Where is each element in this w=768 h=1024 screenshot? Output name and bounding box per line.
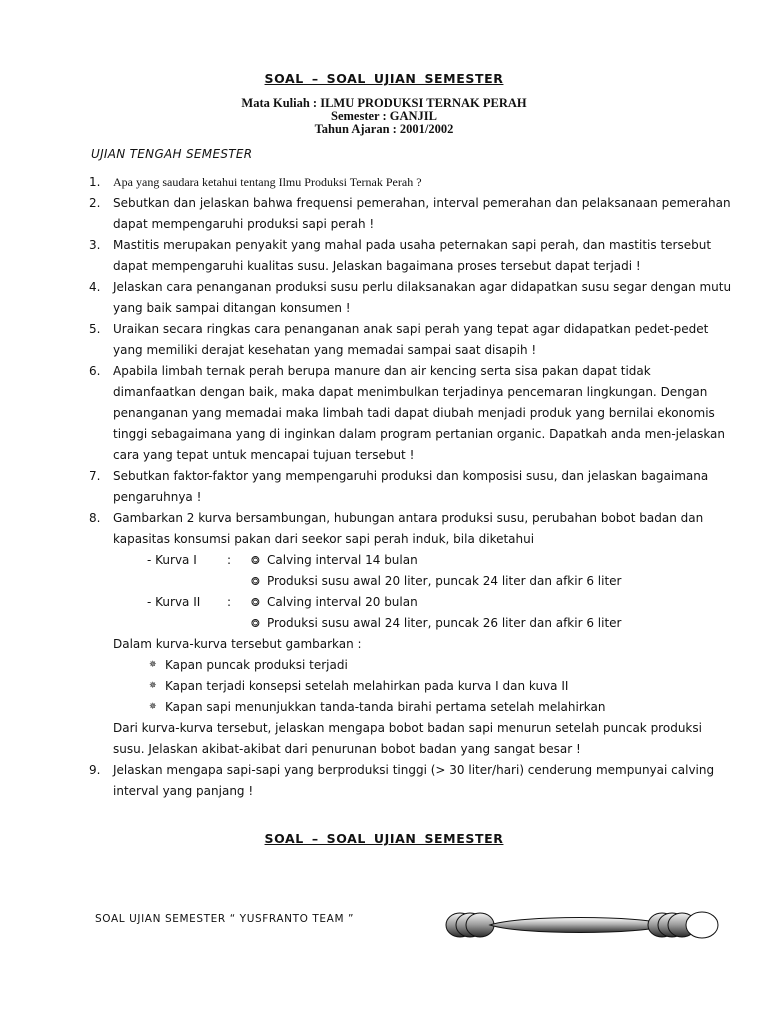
- question-1: [89, 172, 729, 193]
- bottom-title: SOAL – SOAL UJIAN SEMESTER: [264, 831, 504, 846]
- question-text: interval yang panjang !: [113, 784, 254, 798]
- curve-1-row-1: [113, 550, 729, 571]
- curve-item: Calving interval 14 bulan: [267, 553, 418, 567]
- closing-text: susu. Jelaskan akibat-akibat dari penurunan bobot badan yang sangat besar !: [113, 742, 581, 756]
- curve-item: Produksi susu awal 24 liter, puncak 26 liter dan afkir 6 liter: [267, 616, 622, 630]
- question-number: 7.: [89, 469, 101, 483]
- question-number: 1.: [89, 175, 101, 189]
- course-name: Mata Kuliah : ILMU PRODUKSI TERNAK PERAH: [241, 96, 527, 110]
- star-bullet-icon: ✵: [149, 681, 157, 691]
- question-text: Sebutkan faktor-faktor yang mempengaruhi produksi dan komposisi susu, dan jelaskan bagaimana: [113, 469, 709, 483]
- bullet-icon: ⭗: [251, 617, 260, 630]
- semester: Semester : GANJIL: [331, 109, 437, 123]
- curve-colon: :: [227, 595, 232, 609]
- curve-item: Produksi susu awal 20 liter, puncak 24 liter dan afkir 6 liter: [267, 574, 622, 588]
- draw-item: [113, 676, 729, 697]
- academic-year: Tahun Ajaran : 2001/2002: [314, 122, 454, 136]
- curve-label: - Kurva I: [147, 553, 197, 567]
- footer-text: SOAL UJIAN SEMESTER “ YUSFRANTO TEAM ”: [95, 913, 355, 925]
- draw-item: [113, 655, 729, 676]
- footer-ornament-graphic: [440, 908, 725, 942]
- question-text: pengaruhnya !: [113, 490, 202, 504]
- question-text: Jelaskan cara penanganan produksi susu perlu dilaksanakan agar didapatkan susu segar dengan mutu: [113, 280, 732, 294]
- question-text: Gambarkan 2 kurva bersambungan, hubungan antara produksi susu, perubahan bobot badan dan: [113, 511, 704, 525]
- question-text: dapat mempengaruhi kualitas susu. Jelaskan bagaimana proses tersebut dapat terjadi !: [113, 259, 641, 273]
- star-bullet-icon: ✵: [149, 660, 157, 670]
- page-title: SOAL – SOAL UJIAN SEMESTER: [264, 71, 504, 86]
- question-text: Mastitis merupakan penyakit yang mahal pada usaha peternakan sapi perah, dan mastitis tersebut: [113, 238, 712, 252]
- question-number: 4.: [89, 280, 101, 294]
- curve-label: - Kurva II: [147, 595, 201, 609]
- question-number: 9.: [89, 763, 101, 777]
- question-2: [89, 193, 729, 235]
- section-heading: UJIAN TENGAH SEMESTER: [91, 147, 253, 161]
- star-bullet-icon: ✵: [149, 702, 157, 712]
- question-text: penanganan yang memadai maka limbah tadi dapat diubah menjadi produk yang bernilai ekonomis: [113, 406, 715, 420]
- draw-item-text: Kapan sapi menunjukkan tanda-tanda birahi pertama setelah melahirkan: [165, 700, 606, 714]
- bullet-icon: ⭗: [251, 575, 260, 588]
- disc-shape: [686, 912, 718, 938]
- question-8: [89, 508, 729, 760]
- question-number: 3.: [89, 238, 101, 252]
- curve-colon: :: [227, 553, 232, 567]
- question-number: 5.: [89, 322, 101, 336]
- question-number: 8.: [89, 511, 101, 525]
- draw-item: [113, 697, 729, 718]
- curve-item: Calving interval 20 bulan: [267, 595, 418, 609]
- closing-text: Dari kurva-kurva tersebut, jelaskan mengapa bobot badan sapi menurun setelah puncak produksi: [113, 721, 702, 735]
- question-text: Uraikan secara ringkas cara penanganan anak sapi perah yang tepat agar didapatkan pedet-pedet: [113, 322, 709, 336]
- question-9: [89, 760, 729, 802]
- question-3: [89, 235, 729, 277]
- question-text: tinggi sebagaimana yang di inginkan dalam program pertanian organic. Dapatkah anda men-jelaskan: [113, 427, 726, 441]
- question-text: yang memiliki derajat kesehatan yang memadai sampai saat disapih !: [113, 343, 537, 357]
- question-text: cara yang tepat untuk mencapai tujuan tersebut !: [113, 448, 415, 462]
- draw-intro: Dalam kurva-kurva tersebut gambarkan :: [113, 637, 362, 651]
- bullet-icon: ⭗: [251, 554, 260, 567]
- question-text: yang baik sampai ditangan konsumen !: [113, 301, 351, 315]
- question-text: dimanfaatkan dengan baik, maka dapat menimbulkan terjadinya pencemaran lingkungan. Dengan: [113, 385, 708, 399]
- spindle-bar: [490, 918, 670, 933]
- question-text: Apabila limbah ternak perah berupa manure dan air kencing serta sisa pakan dapat tidak: [113, 364, 651, 378]
- bullet-icon: ⭗: [251, 596, 260, 609]
- curve-2-row-1: [113, 592, 729, 613]
- question-number: 6.: [89, 364, 101, 378]
- question-7: [89, 466, 729, 508]
- question-6: [89, 361, 729, 466]
- question-text: kapasitas konsumsi pakan dari seekor sapi perah induk, bila diketahui: [113, 532, 535, 546]
- curve-2-row-2: [113, 613, 729, 634]
- question-text: dapat mempengaruhi produksi sapi perah !: [113, 217, 375, 231]
- draw-item-text: Kapan puncak produksi terjadi: [165, 658, 348, 672]
- question-text: Sebutkan dan jelaskan bahwa frequensi pemerahan, interval pemerahan dan pelaksanaan pemerahan: [113, 196, 731, 210]
- question-list: [89, 172, 732, 802]
- draw-item-text: Kapan terjadi konsepsi setelah melahirkan pada kurva I dan kuva II: [165, 679, 569, 693]
- question-5: [89, 319, 729, 361]
- question-text: Jelaskan mengapa sapi-sapi yang berproduksi tinggi (> 30 liter/hari) cenderung mempunyai calving: [113, 763, 715, 777]
- question-number: 2.: [89, 196, 101, 210]
- question-4: [89, 277, 732, 319]
- curve-1-row-2: [113, 571, 729, 592]
- question-text: Apa yang saudara ketahui tentang Ilmu Produksi Ternak Perah ?: [113, 175, 422, 189]
